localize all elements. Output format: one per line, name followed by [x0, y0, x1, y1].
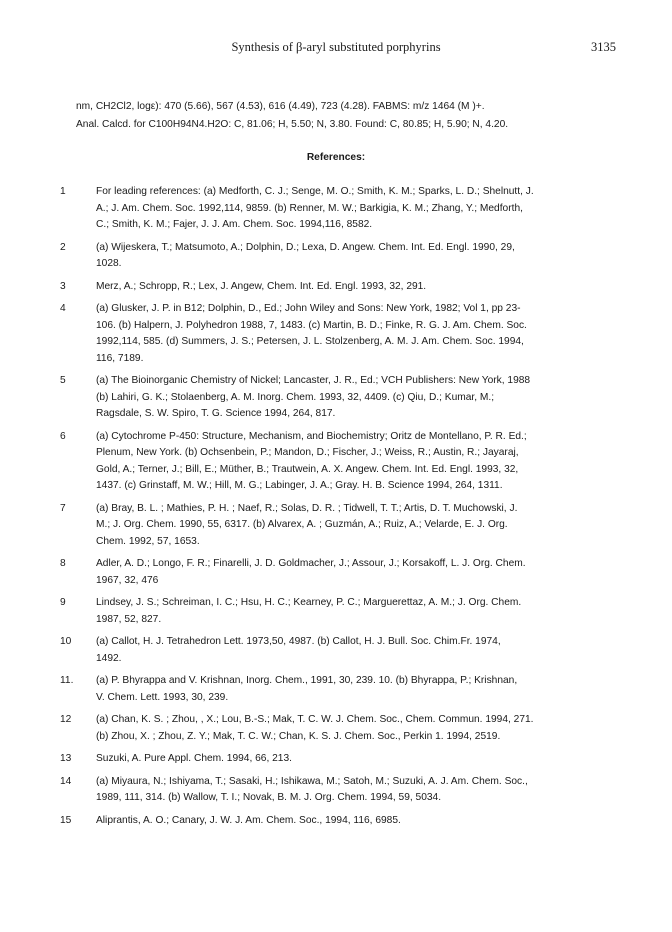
reference-text	[96, 634, 640, 667]
reference-line: A.; J. Am. Chem. Soc. 1992,114, 9859. (b) Renner, M. W.; Barkigia, K. M.; Zhang, Y.; Medforth,	[96, 202, 523, 214]
reference-item	[0, 634, 672, 667]
reference-text	[96, 184, 640, 234]
reference-item	[0, 279, 672, 296]
running-header	[0, 40, 672, 56]
reference-text	[96, 240, 640, 273]
reference-line: (a) Miyaura, N.; Ishiyama, T.; Sasaki, H.; Ishikawa, M.; Satoh, M.; Suzuki, A. J. Am. Chem. Soc.,	[96, 775, 528, 787]
reference-line: 1028.	[96, 258, 122, 269]
intro-line: Anal. Calcd. for C100H94N4.H2O: C, 81.06; H, 5.50; N, 3.80. Found: C, 80.85; H, 5.90; N, 4.20.	[76, 119, 509, 130]
reference-line: For leading references: (a) Medforth, C. J.; Senge, M. O.; Smith, K. M.; Sparks, L. D.; Shelnutt, J.	[96, 186, 534, 197]
reference-line: 1492.	[96, 652, 122, 664]
reference-item	[0, 240, 672, 273]
reference-text	[96, 556, 640, 589]
reference-item	[0, 673, 672, 706]
reference-item	[0, 373, 672, 423]
intro-text	[76, 98, 636, 134]
reference-text	[96, 279, 640, 296]
reference-number: 5	[60, 375, 66, 386]
reference-line: V. Chem. Lett. 1993, 30, 239.	[96, 691, 229, 703]
reference-line: (a) P. Bhyrappa and V. Krishnan, Inorg. Chem., 1991, 30, 239. 10. (b) Bhyrappa, P.; Krishnan,	[96, 675, 518, 686]
reference-line: Plenum, New York. (b) Ochsenbein, P.; Mandon, D.; Fischer, J.; Weiss, R.; Austin, R.; Jayaraj,	[96, 447, 519, 458]
reference-line: 1967, 32, 476	[96, 574, 159, 586]
reference-line: (a) Chan, K. S. ; Zhou, , X.; Lou, B.-S.; Mak, T. C. W. J. Chem. Soc., Chem. Commun. 1994, 271.	[96, 714, 534, 725]
reference-number: 12	[60, 714, 72, 725]
reference-line: Chem. 1992, 57, 1653.	[96, 535, 200, 547]
reference-line: 116, 7189.	[96, 352, 144, 364]
reference-item	[0, 595, 672, 628]
reference-number: 8	[60, 558, 66, 569]
reference-line: M.; J. Org. Chem. 1990, 55, 6317. (b) Alvarex, A. ; Guzmán, A.; Ruiz, A.; Velarde, E. J. Org.	[96, 519, 508, 530]
reference-line: (a) Wijeskera, T.; Matsumoto, A.; Dolphin, D.; Lexa, D. Angew. Chem. Int. Ed. Engl. 1990, 29,	[96, 241, 515, 253]
reference-number: 7	[60, 502, 66, 514]
reference-number: 6	[60, 430, 66, 442]
page-number: 3135	[591, 40, 616, 54]
reference-line: Merz, A.; Schropp, R.; Lex, J. Angew, Chem. Int. Ed. Engl. 1993, 32, 291.	[96, 280, 427, 292]
reference-line: 106. (b) Halpern, J. Polyhedron 1988, 7, 1483. (c) Martin, B. D.; Finke, R. G. J. Am. Chem. Soc.	[96, 319, 527, 331]
reference-item	[0, 556, 672, 589]
intro-line: nm, CH2Cl2, logε): 470 (5.66), 567 (4.53), 616 (4.49), 723 (4.28). FABMS: m/z 1464 (M )+.	[76, 101, 485, 112]
references-heading: References:	[306, 152, 366, 163]
running-title: Synthesis of β-aryl substituted porphyrins	[231, 40, 441, 54]
reference-item	[0, 184, 672, 234]
reference-text	[96, 673, 640, 706]
reference-number: 11.	[60, 675, 74, 686]
reference-line: (a) Bray, B. L. ; Mathies, P. H. ; Naef, R.; Solas, D. R. ; Tidwell, T. T.; Artis, D. T. Muchowski, J.	[96, 502, 518, 514]
reference-line: Ragsdale, S. W. Spiro, T. G. Science 1994, 264, 817.	[96, 408, 336, 419]
reference-text	[96, 595, 640, 628]
reference-line: Adler, A. D.; Longo, F. R.; Finarelli, J. D. Goldmacher, J.; Assour, J.; Korsakoff, L. J. Org. Chem.	[96, 558, 526, 569]
reference-number: 3	[60, 280, 66, 292]
reference-line: (a) Cytochrome P-450: Structure, Mechanism, and Biochemistry; Oritz de Montellano, P. R. Ed.;	[96, 430, 527, 442]
reference-text	[96, 501, 640, 551]
reference-text	[96, 429, 640, 495]
reference-text	[96, 774, 640, 807]
reference-item	[0, 301, 672, 367]
reference-number: 14	[60, 775, 72, 787]
reference-line: (a) Glusker, J. P. in B12; Dolphin, D., Ed.; John Wiley and Sons: New York, 1982; Vol 1, pp 23-	[96, 303, 521, 314]
reference-line: Suzuki, A. Pure Appl. Chem. 1994, 66, 213.	[96, 753, 292, 764]
reference-item	[0, 501, 672, 551]
reference-number: 13	[60, 753, 72, 764]
reference-number: 9	[60, 597, 66, 608]
reference-line: 1989, 111, 314. (b) Wallow, T. I.; Novak, B. M. J. Org. Chem. 1994, 59, 5034.	[96, 792, 442, 803]
reference-line: C.; Smith, K. M.; Fajer, J. J. Am. Chem. Soc. 1994,116, 8582.	[96, 219, 373, 230]
reference-number: 2	[60, 241, 66, 253]
reference-number: 4	[60, 303, 66, 314]
reference-item	[0, 774, 672, 807]
reference-item	[0, 751, 672, 768]
reference-number: 10	[60, 636, 72, 647]
reference-line: (b) Lahiri, G. K.; Stolaenberg, A. M. Inorg. Chem. 1993, 32, 4409. (c) Qiu, D.; Kumar, M.;	[96, 391, 495, 403]
reference-line: 1437. (c) Grinstaff, M. W.; Hill, M. G.; Labinger, J. A.; Gray. H. B. Science 1994, 264, 1311.	[96, 480, 503, 491]
reference-number: 15	[60, 814, 72, 826]
reference-number: 1	[60, 186, 66, 197]
reference-item	[0, 712, 672, 745]
reference-item	[0, 429, 672, 495]
reference-line: (a) The Bioinorganic Chemistry of Nickel; Lancaster, J. R., Ed.; VCH Publishers: New York, 1988	[96, 375, 531, 386]
reference-text	[96, 712, 640, 745]
reference-line: Aliprantis, A. O.; Canary, J. W. J. Am. Chem. Soc., 1994, 116, 6985.	[96, 814, 401, 826]
reference-text	[96, 301, 640, 367]
reference-text	[96, 813, 640, 830]
reference-line: 1987, 52, 827.	[96, 613, 162, 625]
reference-text	[96, 373, 640, 423]
reference-line: Gold, A.; Terner, J.; Bill, E.; Müther, B.; Trautwein, A. X. Angew. Chem. Int. Ed. Engl. 1993, 32,	[96, 463, 519, 475]
reference-line: (a) Callot, H. J. Tetrahedron Lett. 1973,50, 4987. (b) Callot, H. J. Bull. Soc. Chim.Fr. 1974,	[96, 636, 501, 647]
reference-line: Lindsey, J. S.; Schreiman, I. C.; Hsu, H. C.; Kearney, P. C.; Marguerettaz, A. M.; J. Org. Chem.	[96, 597, 522, 608]
reference-text	[96, 751, 640, 768]
references-list	[0, 184, 672, 829]
reference-line: 1992,114, 585. (d) Summers, J. S.; Petersen, J. L. Stolzenberg, A. M. J. Am. Chem. Soc. 1994,	[96, 336, 524, 347]
reference-item	[0, 813, 672, 830]
reference-line: (b) Zhou, X. ; Zhou, Z. Y.; Mak, T. C. W.; Chan, K. S. J. Chem. Soc., Perkin 1. 1994, 2519.	[96, 730, 501, 742]
